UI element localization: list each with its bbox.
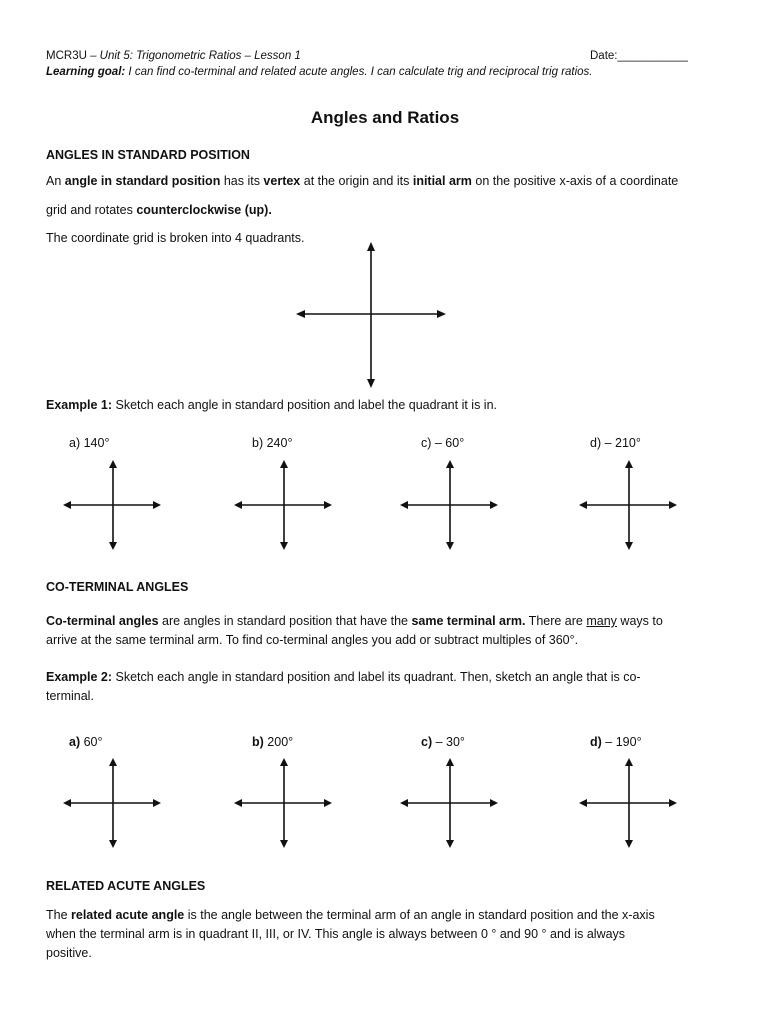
learning-goal-text: I can find co-terminal and related acute angles. I can calculate trig and reciprocal trig ratios. [125,66,593,78]
item-value: 200° [263,735,294,749]
text-run: has its [220,174,264,188]
section-heading-coterminal: CO-TERMINAL ANGLES [46,580,189,594]
related-acute-definition [46,906,655,925]
example-1-label: Example 1: [46,398,113,412]
text-run: is the angle between the terminal arm of an angle in standard position and the x-axis [184,908,655,922]
item-letter: d) [590,735,602,749]
example-1-item-a: a) 140° [69,436,110,450]
example-1-axes-d [579,460,677,550]
example-2-item-d [590,735,642,749]
text-run: on the positive x-axis of a coordinate [471,174,679,188]
term-angle-standard-position: angle in standard position [64,174,221,188]
section-heading-standard-position: ANGLES IN STANDARD POSITION [46,148,250,162]
standard-position-definition [46,172,678,191]
section-heading-related-acute: RELATED ACUTE ANGLES [46,879,206,893]
text-run: An [46,174,65,188]
example-2-text: Sketch each angle in standard position and label its quadrant. Then, sketch an angle that is co- [112,670,641,684]
example-1-axes-c [400,460,498,550]
example-1-instructions [46,396,497,415]
example-1-item-d: d) – 210° [590,436,641,450]
example-2-instructions [46,668,641,687]
term-coterminal-angles: Co-terminal angles [46,614,159,628]
quadrants-note: The coordinate grid is broken into 4 quadrants. [46,231,305,245]
learning-goal [46,66,593,78]
text-run: at the origin and its [300,174,413,188]
related-acute-definition-line2: when the terminal arm is in quadrant II, III, or IV. This angle is always between 0 ° and 90 ° and is always [46,927,626,941]
example-1-item-c: c) – 60° [421,436,465,450]
large-coordinate-axes [296,242,446,388]
item-value: 60° [80,735,103,749]
text-run: are angles in standard position that have the [158,614,412,628]
item-value: – 30° [432,735,465,749]
example-2-axes-d [579,758,677,848]
example-2-axes-c [400,758,498,848]
term-same-terminal-arm: same terminal arm. [411,614,526,628]
text-run: ways to [616,614,663,628]
date-field: Date:___________ [590,50,688,62]
example-1-axes-b [234,460,332,550]
example-2-label: Example 2: [46,670,113,684]
course-code: MCR3U [46,50,87,62]
example-2-axes-a [63,758,161,848]
header-line [46,50,301,62]
coterminal-definition [46,612,663,631]
related-acute-definition-line3: positive. [46,946,92,960]
example-1-text: Sketch each angle in standard position and label the quadrant it is in. [112,398,497,412]
example-2-axes-b [234,758,332,848]
example-2-item-a [69,735,103,749]
text-run: grid and rotates [46,203,137,217]
page-title: Angles and Ratios [310,108,460,127]
item-letter: c) [421,735,433,749]
example-2-instructions-cont: terminal. [46,689,94,703]
item-letter: a) [69,735,81,749]
text-run: There are [525,614,587,628]
item-value: – 190° [601,735,642,749]
term-vertex: vertex [263,174,301,188]
text-run: The [46,908,72,922]
learning-goal-label: Learning goal: [46,66,126,78]
term-related-acute-angle: related acute angle [71,908,185,922]
example-1-axes-a [63,460,161,550]
term-initial-arm: initial arm [412,174,472,188]
example-2-item-b [252,735,293,749]
standard-position-definition-cont [46,201,272,220]
item-letter: b) [252,735,264,749]
term-many: many [586,614,617,628]
unit-lesson: – Unit 5: Trigonometric Ratios – Lesson 1 [86,50,301,62]
example-1-item-b: b) 240° [252,436,293,450]
example-2-item-c [421,735,465,749]
term-counterclockwise: counterclockwise (up). [136,203,272,217]
coterminal-definition-cont: arrive at the same terminal arm. To find co-terminal angles you add or subtract multiples of 360°. [46,633,579,647]
